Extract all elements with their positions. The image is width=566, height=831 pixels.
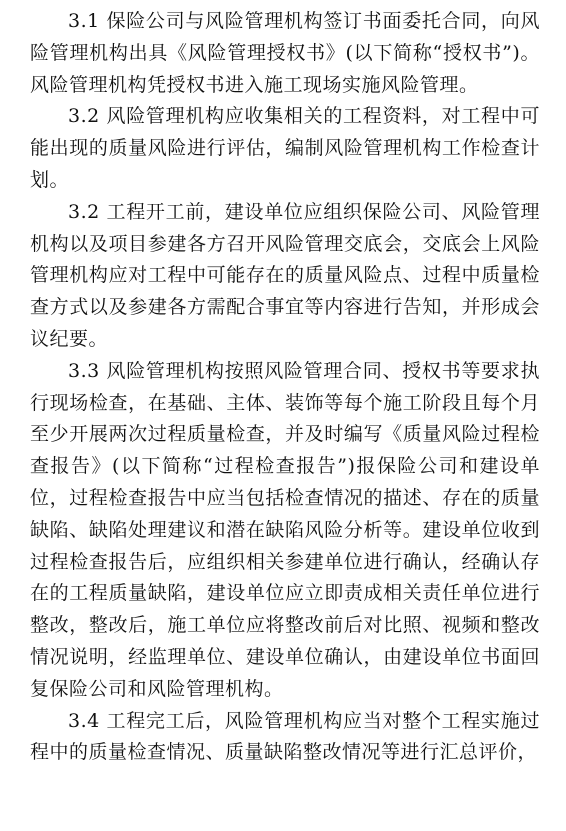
clause-number: 3.4 bbox=[68, 709, 100, 732]
paragraph-text: 工程完工后，风险管理机构应当对整个工程实施过程中的质量检查情况、质量缺陷整改情况等进行汇总评价， bbox=[30, 709, 540, 764]
paragraph-3-2-a bbox=[30, 101, 540, 196]
paragraph-3-3 bbox=[30, 356, 540, 706]
clause-number: 3.2 bbox=[68, 200, 100, 223]
paragraph-text: 风险管理机构应收集相关的工程资料，对工程中可能出现的质量风险进行评估，编制风险管理机构工作检查计划。 bbox=[30, 105, 540, 191]
paragraph-3-2-b bbox=[30, 197, 540, 356]
paragraph-text: 工程开工前，建设单位应组织保险公司、风险管理机构以及项目参建各方召开风险管理交底会，交底会上风险管理机构应对工程中可能存在的质量风险点、过程中质量检查方式以及参建各方需配合事宜等内容进行告知，并形成会议纪要。 bbox=[30, 200, 540, 350]
clause-number: 3.2 bbox=[68, 105, 100, 128]
clause-number: 3.1 bbox=[68, 10, 100, 32]
clause-number: 3.3 bbox=[68, 359, 100, 382]
paragraph-3-1 bbox=[30, 6, 540, 101]
paragraph-text: 保险公司与风险管理机构签订书面委托合同，向风险管理机构出具《风险管理授权书》(以下简称“授权书”)。风险管理机构凭授权书进入施工现场实施风险管理。 bbox=[30, 10, 540, 96]
paragraph-text: 风险管理机构按照风险管理合同、授权书等要求执行现场检查，在基础、主体、装饰等每个施工阶段且每个月至少开展两次过程质量检查，并及时编写《质量风险过程检查报告》(以下简称“过程检查报告”)报保险公司和建设单位，过程检查报告中应当包括检查情况的描述、存在的质量缺陷、缺陷处理建议和潜在缺陷风险分析等。建设单位收到过程检查报告后，应组织相关参建单位进行确认，经确认存在的工程质量缺陷，建设单位应立即责成相关责任单位进行整改，整改后，施工单位应将整改前后对比照、视频和整改情况说明，经监理单位、建设单位确认，由建设单位书面回复保险公司和风险管理机构。 bbox=[30, 359, 540, 700]
paragraph-3-4 bbox=[30, 706, 540, 770]
